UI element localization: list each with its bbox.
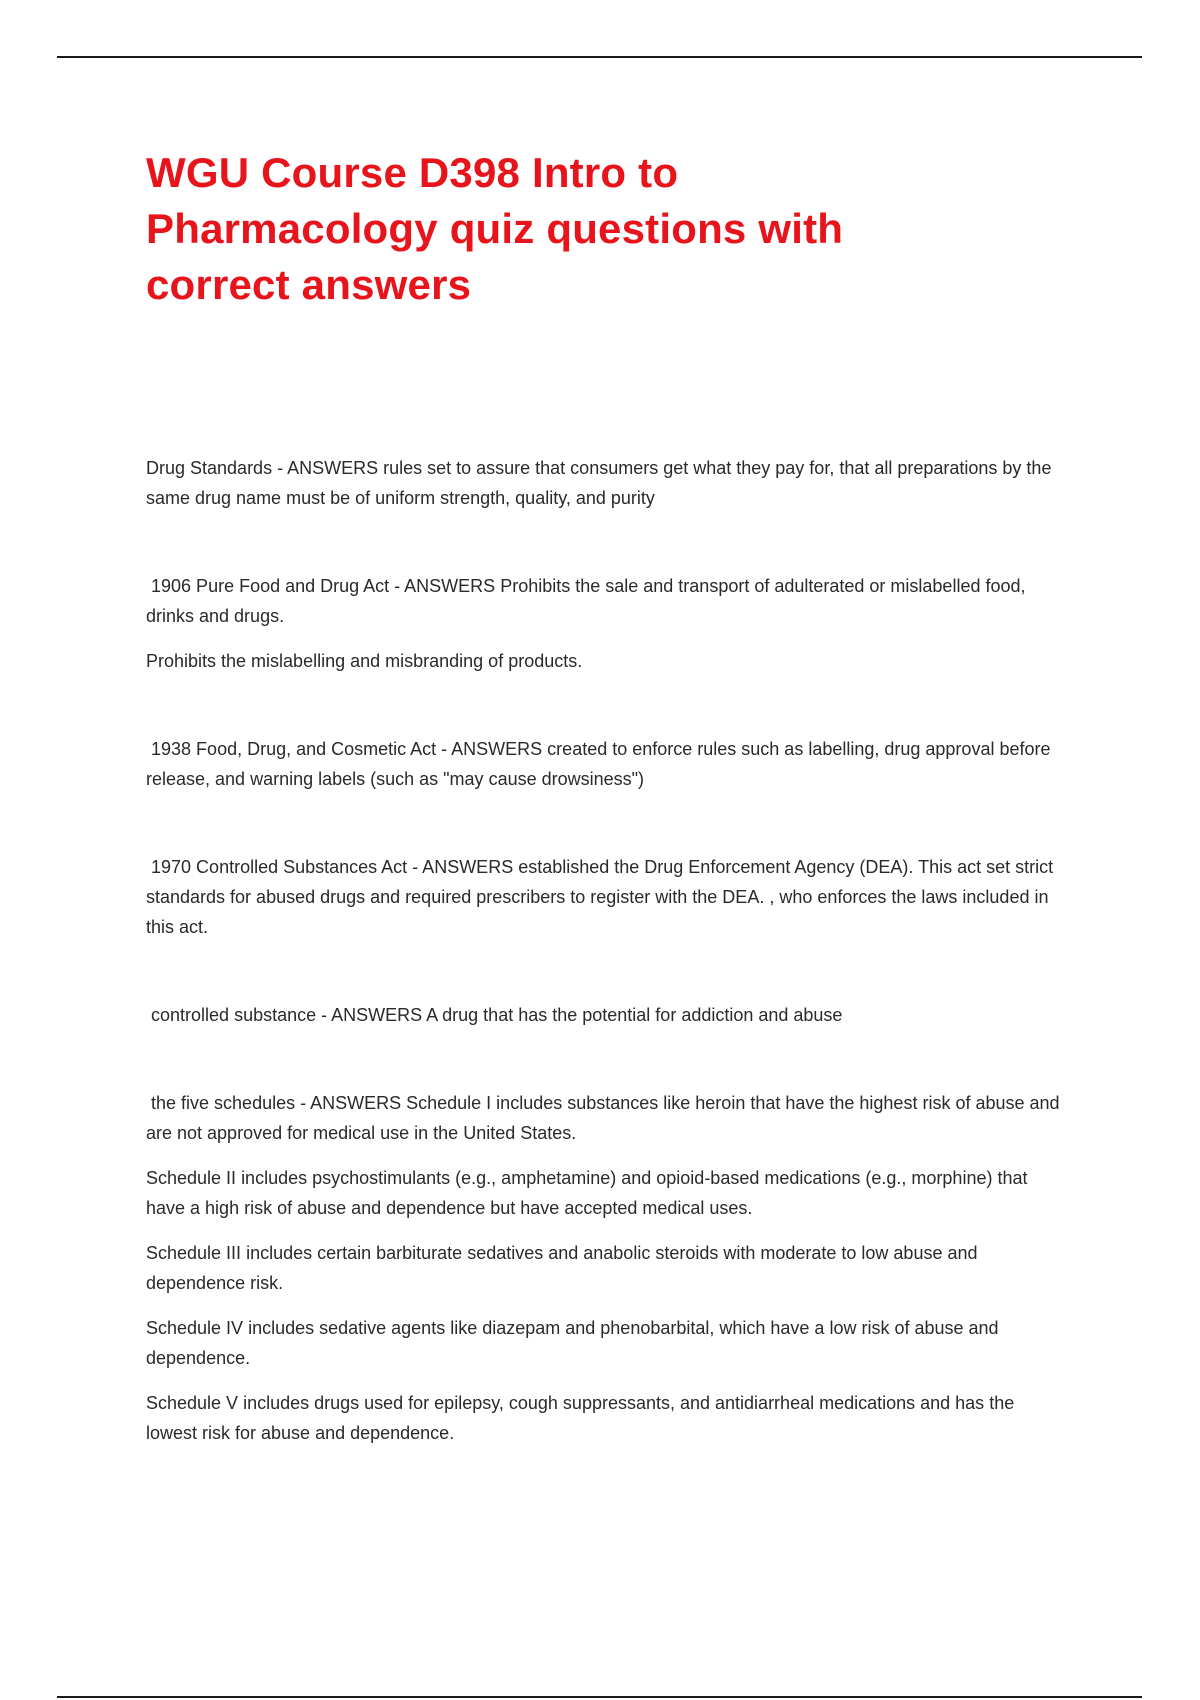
qa-entry-1938-act xyxy=(146,734,1066,794)
qa-paragraph: 1970 Controlled Substances Act - ANSWERS established the Drug Enforcement Agency (DEA). This act set strict standards for abused drugs and required prescribers to register with the DEA. , who enforces the laws included in this act. xyxy=(146,857,1059,937)
qa-paragraph: Schedule V includes drugs used for epilepsy, cough suppressants, and antidiarrheal medications and has the lowest risk for abuse and dependence. xyxy=(146,1393,1020,1443)
bottom-rule xyxy=(57,1696,1142,1698)
document-title: WGU Course D398 Intro to Pharmacology quiz questions with correct answers xyxy=(146,149,844,308)
top-rule xyxy=(57,56,1142,58)
qa-paragraph: the five schedules - ANSWERS Schedule I includes substances like heroin that have the highest risk of abuse and are not approved for medical use in the United States. xyxy=(146,1093,1065,1143)
qa-entry-drug-standards xyxy=(146,453,1066,513)
qa-entry-five-schedules xyxy=(146,1088,1066,1448)
qa-entry-1906-act xyxy=(146,571,1066,676)
qa-paragraph: controlled substance - ANSWERS A drug that has the potential for addiction and abuse xyxy=(146,1005,843,1025)
page-content xyxy=(146,145,1066,1448)
qa-paragraph: Schedule II includes psychostimulants (e.g., amphetamine) and opioid-based medications (e.g., morphine) that have a high risk of abuse and dependence but have accepted medical uses. xyxy=(146,1168,1033,1218)
qa-list xyxy=(146,453,1066,1448)
qa-paragraph: 1938 Food, Drug, and Cosmetic Act - ANSWERS created to enforce rules such as labelling, drug approval before release, and warning labels (such as "may cause drowsiness") xyxy=(146,739,1056,789)
qa-entry-controlled-substance xyxy=(146,1000,1066,1030)
qa-paragraph: Schedule IV includes sedative agents like diazepam and phenobarbital, which have a low risk of abuse and dependence. xyxy=(146,1318,1004,1368)
qa-paragraph: Schedule III includes certain barbiturate sedatives and anabolic steroids with moderate to low abuse and dependence risk. xyxy=(146,1243,983,1293)
qa-paragraph: Drug Standards - ANSWERS rules set to assure that consumers get what they pay for, that all preparations by the same drug name must be of uniform strength, quality, and purity xyxy=(146,458,1057,508)
qa-paragraph: Prohibits the mislabelling and misbranding of products. xyxy=(146,651,583,671)
qa-entry-1970-act xyxy=(146,852,1066,942)
qa-paragraph: 1906 Pure Food and Drug Act - ANSWERS Prohibits the sale and transport of adulterated or mislabelled food, drinks and drugs. xyxy=(146,576,1031,626)
